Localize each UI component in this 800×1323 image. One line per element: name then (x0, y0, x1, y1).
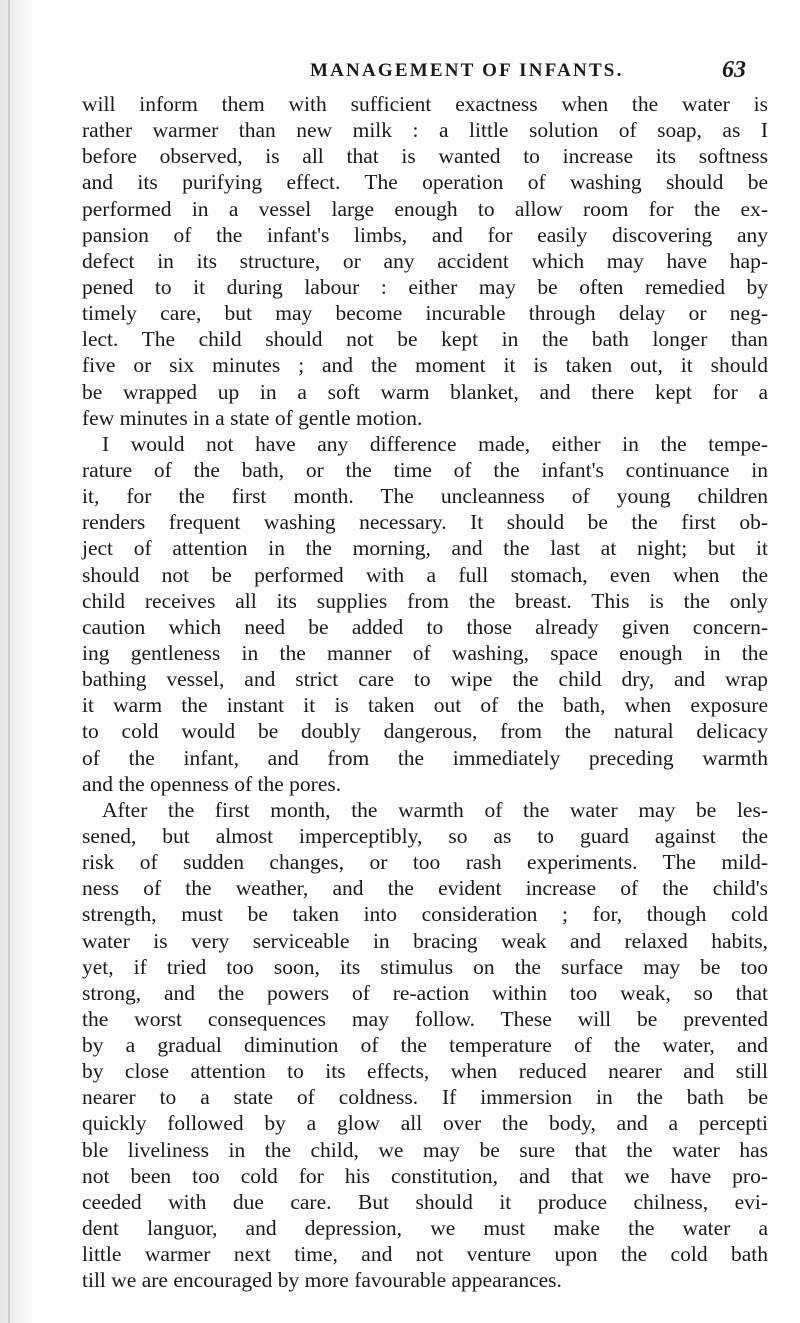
text-line: by close attention to its effects, when reduced nearer and still (82, 1059, 768, 1084)
text-line: to cold would be doubly dangerous, from the natural delicacy (82, 719, 768, 744)
body-text (82, 91, 768, 1293)
text-line: ble liveliness in the child, we may be sure that the water has (82, 1137, 768, 1162)
text-line: risk of sudden changes, or too rash experiments. The mild- (82, 850, 768, 875)
text-line: yet, if tried too soon, its stimulus on the surface may be too (82, 954, 768, 979)
text-line: I would not have any difference made, either in the tempe- (102, 431, 768, 456)
gutter-edge-line (8, 0, 10, 1323)
text-line: it, for the first month. The uncleanness of young children (82, 484, 768, 509)
text-line: performed in a vessel large enough to allow room for the ex- (82, 196, 768, 221)
running-title: MANAGEMENT OF INFANTS. (310, 60, 624, 81)
text-line: pened to it during labour : either may be often remedied by (82, 274, 768, 299)
text-line: sened, but almost imperceptibly, so as to guard against the (82, 823, 768, 848)
text-line: strength, must be taken into consideration ; for, though cold (82, 902, 768, 927)
text-line: the worst consequences may follow. These will be prevented (82, 1006, 768, 1031)
text-line: and the openness of the pores. (82, 771, 342, 796)
text-line: few minutes in a state of gentle motion. (82, 405, 423, 430)
text-line: water is very serviceable in bracing weak and relaxed habits, (82, 928, 768, 953)
text-line: little warmer next time, and not venture upon the cold bath (82, 1242, 768, 1267)
text-line: ceeded with due care. But should it produce chilness, evi- (82, 1189, 768, 1214)
text-line: rather warmer than new milk : a little solution of soap, as I (82, 118, 768, 143)
text-line: defect in its structure, or any accident which may have hap- (82, 248, 768, 273)
text-line: bathing vessel, and strict care to wipe the child dry, and wrap (82, 667, 768, 692)
text-line: timely care, but may become incurable through delay or neg- (82, 301, 768, 326)
text-line: After the first month, the warmth of the water may be les- (102, 797, 768, 822)
text-line: ing gentleness in the manner of washing, space enough in the (82, 640, 768, 665)
text-line: should not be performed with a full stomach, even when the (82, 562, 768, 587)
text-line: rature of the bath, or the time of the infant's continuance in (82, 457, 768, 482)
text-line: ness of the weather, and the evident increase of the child's (82, 876, 768, 901)
text-line: pansion of the infant's limbs, and for easily discovering any (82, 222, 768, 247)
binding-gutter (0, 0, 34, 1323)
text-line: be wrapped up in a soft warm blanket, and there kept for a (82, 379, 768, 404)
text-line: lect. The child should not be kept in the bath longer than (82, 327, 768, 352)
text-line: till we are encouraged by more favourable appearances. (82, 1268, 562, 1293)
text-line: ject of attention in the morning, and the last at night; but it (82, 536, 768, 561)
page-number: 63 (722, 57, 746, 83)
text-line: nearer to a state of coldness. If immersion in the bath be (82, 1085, 768, 1110)
text-line: not been too cold for his constitution, and that we have pro- (82, 1163, 768, 1188)
text-line: and its purifying effect. The operation of washing should be (82, 170, 768, 195)
text-line: strong, and the powers of re-action within too weak, so that (82, 980, 768, 1005)
text-line: quickly followed by a glow all over the body, and a percepti (82, 1111, 768, 1136)
running-header (0, 57, 800, 90)
text-line: will inform them with sufficient exactness when the water is (82, 92, 768, 116)
text-line: five or six minutes ; and the moment it is taken out, it should (82, 353, 768, 378)
text-line: child receives all its supplies from the breast. This is the only (82, 588, 768, 613)
text-line: dent languor, and depression, we must make the water a (82, 1216, 768, 1241)
text-line: it warm the instant it is taken out of the bath, when exposure (82, 693, 768, 718)
text-line: of the infant, and from the immediately preceding warmth (82, 745, 768, 770)
text-line: caution which need be added to those already given concern- (82, 614, 768, 639)
text-line: by a gradual diminution of the temperature of the water, and (82, 1033, 768, 1058)
text-line: before observed, is all that is wanted to increase its softness (82, 144, 768, 169)
text-line: renders frequent washing necessary. It should be the first ob- (82, 510, 768, 535)
